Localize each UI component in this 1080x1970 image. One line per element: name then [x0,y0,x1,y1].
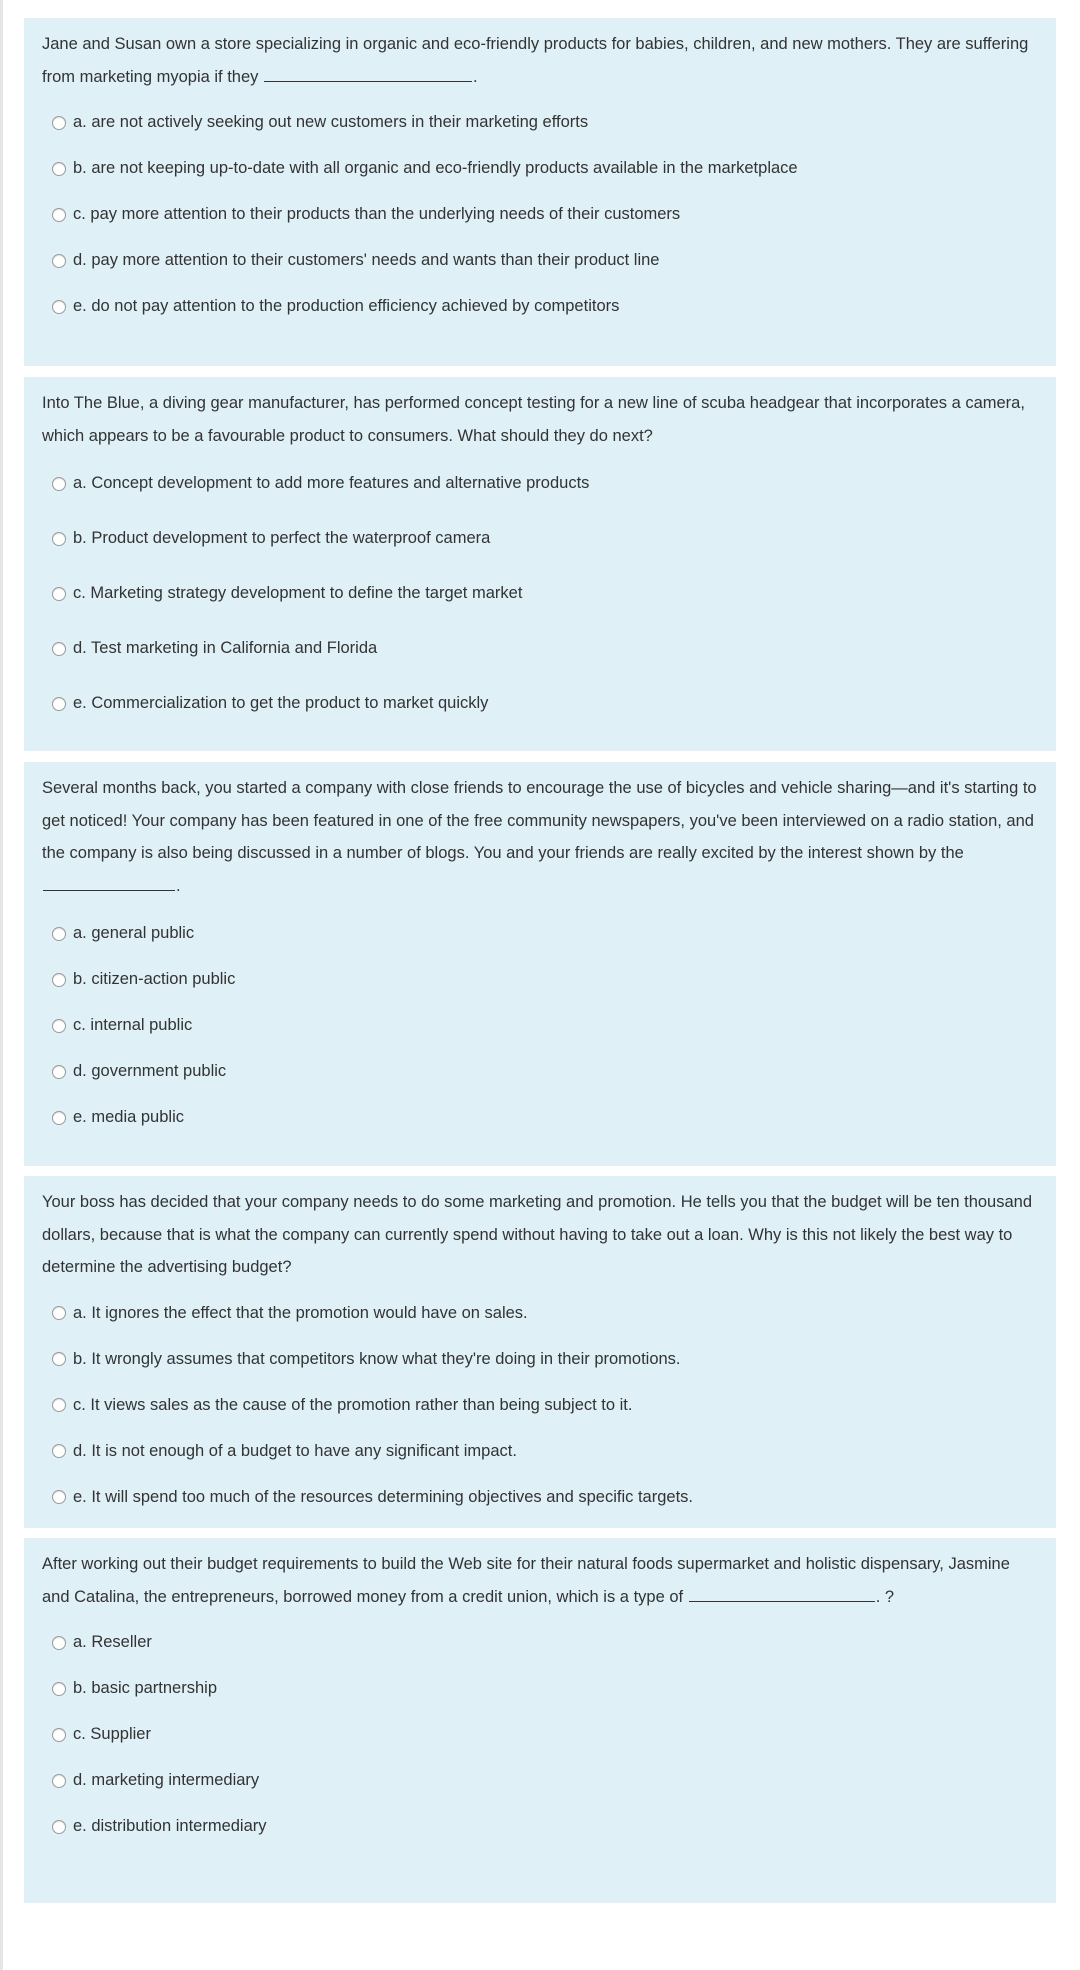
radio-button-icon[interactable] [52,1019,66,1033]
option-label: b. are not keeping up-to-date with all organic and eco-friendly products available in the marketplace [73,159,798,177]
option-a[interactable] [52,924,194,943]
radio-button-icon[interactable] [52,300,66,314]
question-card-3 [24,762,1056,1166]
question-card-5 [24,1538,1056,1903]
option-d[interactable] [52,1062,226,1081]
option-a[interactable] [52,474,589,493]
option-label: e. Commercialization to get the product to market quickly [73,694,489,712]
radio-button-icon[interactable] [52,587,66,601]
question-text: Several months back, you started a company with close friends to encourage the use of bicycles and vehicle sharing—and it's starting to get noticed! Your company has been featured in one of the free community newspapers, you've been interviewed on a radio station, and the company is also being discussed in a number of blogs. You and your friends are really excited by the interest shown by the [42,779,1037,862]
option-label: b. basic partnership [73,1679,217,1697]
option-label: a. It ignores the effect that the promotion would have on sales. [73,1303,528,1322]
option-b[interactable] [52,970,235,989]
option-label: c. internal public [73,1016,193,1034]
option-label: e. media public [73,1108,184,1126]
question-card-2 [24,377,1056,751]
question-text-end: . [473,67,478,86]
radio-button-icon[interactable] [52,1728,66,1742]
option-label: e. It will spend too much of the resources determining objectives and specific targets. [73,1487,693,1506]
question-card-1 [24,18,1056,366]
option-e[interactable] [52,1488,693,1507]
option-b[interactable] [52,1350,681,1369]
option-label: b. Product development to perfect the waterproof camera [73,529,491,547]
option-label: d. government public [73,1062,227,1080]
question-text: Into The Blue, a diving gear manufacturer, has performed concept testing for a new line of scuba headgear that incorporates a camera, which appears to be a favourable product to consumers. What should they do next? [42,394,1025,445]
option-label: b. citizen-action public [73,970,236,988]
option-label: d. It is not enough of a budget to have any significant impact. [73,1441,517,1460]
option-e[interactable] [52,297,619,316]
option-label: a. Concept development to add more features and alternative products [73,474,590,492]
option-d[interactable] [52,251,659,270]
option-d[interactable] [52,1442,517,1461]
question-stem [42,1186,1038,1284]
question-stem [42,28,1038,93]
option-label: d. pay more attention to their customers' needs and wants than their product line [73,251,660,269]
question-stem [42,387,1038,452]
radio-button-icon[interactable] [52,1065,66,1079]
option-label: a. are not actively seeking out new customers in their marketing efforts [73,113,589,131]
option-label: b. It wrongly assumes that competitors know what they're doing in their promotions. [73,1349,681,1368]
option-b[interactable] [52,1679,217,1698]
option-label: c. pay more attention to their products than the underlying needs of their customers [73,205,681,223]
radio-button-icon[interactable] [52,1682,66,1696]
question-text: After working out their budget requirements to build the Web site for their natural foods supermarket and holistic dispensary, Jasmine and Catalina, the entrepreneurs, borrowed money from a credit union, which is a type of [42,1555,1010,1606]
option-label: c. It views sales as the cause of the promotion rather than being subject to it. [73,1395,633,1414]
radio-button-icon[interactable] [52,1352,66,1366]
radio-button-icon[interactable] [52,1820,66,1834]
option-label: e. distribution intermediary [73,1817,267,1835]
option-b[interactable] [52,529,490,548]
option-label: c. Marketing strategy development to define the target market [73,584,523,602]
question-text-end: . [176,876,181,895]
option-e[interactable] [52,694,488,713]
option-c[interactable] [52,1396,632,1415]
radio-button-icon[interactable] [52,697,66,711]
option-a[interactable] [52,113,588,132]
answer-blank [43,872,175,891]
question-card-4 [24,1176,1056,1528]
option-label: a. Reseller [73,1633,152,1651]
question-text: Your boss has decided that your company needs to do some marketing and promotion. He tells you that the budget will be ten thousand dollars, because that is what the company can currently spend without having to take out a loan. Why is this not likely the best way to determine the advertising budget? [42,1193,1033,1276]
option-label: a. general public [73,924,195,942]
radio-button-icon[interactable] [52,162,66,176]
radio-button-icon[interactable] [52,1490,66,1504]
option-label: d. Test marketing in California and Florida [73,639,378,657]
radio-button-icon[interactable] [52,208,66,222]
option-d[interactable] [52,1771,259,1790]
question-stem [42,1548,1038,1613]
question-stem [42,772,1038,902]
option-b[interactable] [52,159,798,178]
radio-button-icon[interactable] [52,116,66,130]
radio-button-icon[interactable] [52,1444,66,1458]
radio-button-icon[interactable] [52,1398,66,1412]
radio-button-icon[interactable] [52,973,66,987]
answer-blank [689,1583,875,1602]
option-label: e. do not pay attention to the production efficiency achieved by competitors [73,297,620,315]
option-a[interactable] [52,1633,152,1652]
option-d[interactable] [52,639,377,658]
option-c[interactable] [52,584,522,603]
radio-button-icon[interactable] [52,1306,66,1320]
radio-button-icon[interactable] [52,254,66,268]
question-text: Jane and Susan own a store specializing in organic and eco-friendly products for babies, children, and new mothers. They are suffering from marketing myopia if they [42,35,1029,86]
option-a[interactable] [52,1304,528,1323]
radio-button-icon[interactable] [52,1636,66,1650]
answer-blank [264,63,472,82]
radio-button-icon[interactable] [52,477,66,491]
radio-button-icon[interactable] [52,532,66,546]
option-c[interactable] [52,205,680,224]
radio-button-icon[interactable] [52,642,66,656]
question-text-end: . ? [875,1587,895,1606]
radio-button-icon[interactable] [52,1111,66,1125]
option-label: c. Supplier [73,1725,151,1743]
radio-button-icon[interactable] [52,1774,66,1788]
radio-button-icon[interactable] [52,927,66,941]
left-edge-divider [0,0,3,1970]
option-c[interactable] [52,1016,192,1035]
option-e[interactable] [52,1817,267,1836]
option-c[interactable] [52,1725,151,1744]
option-e[interactable] [52,1108,184,1127]
option-label: d. marketing intermediary [73,1771,260,1789]
